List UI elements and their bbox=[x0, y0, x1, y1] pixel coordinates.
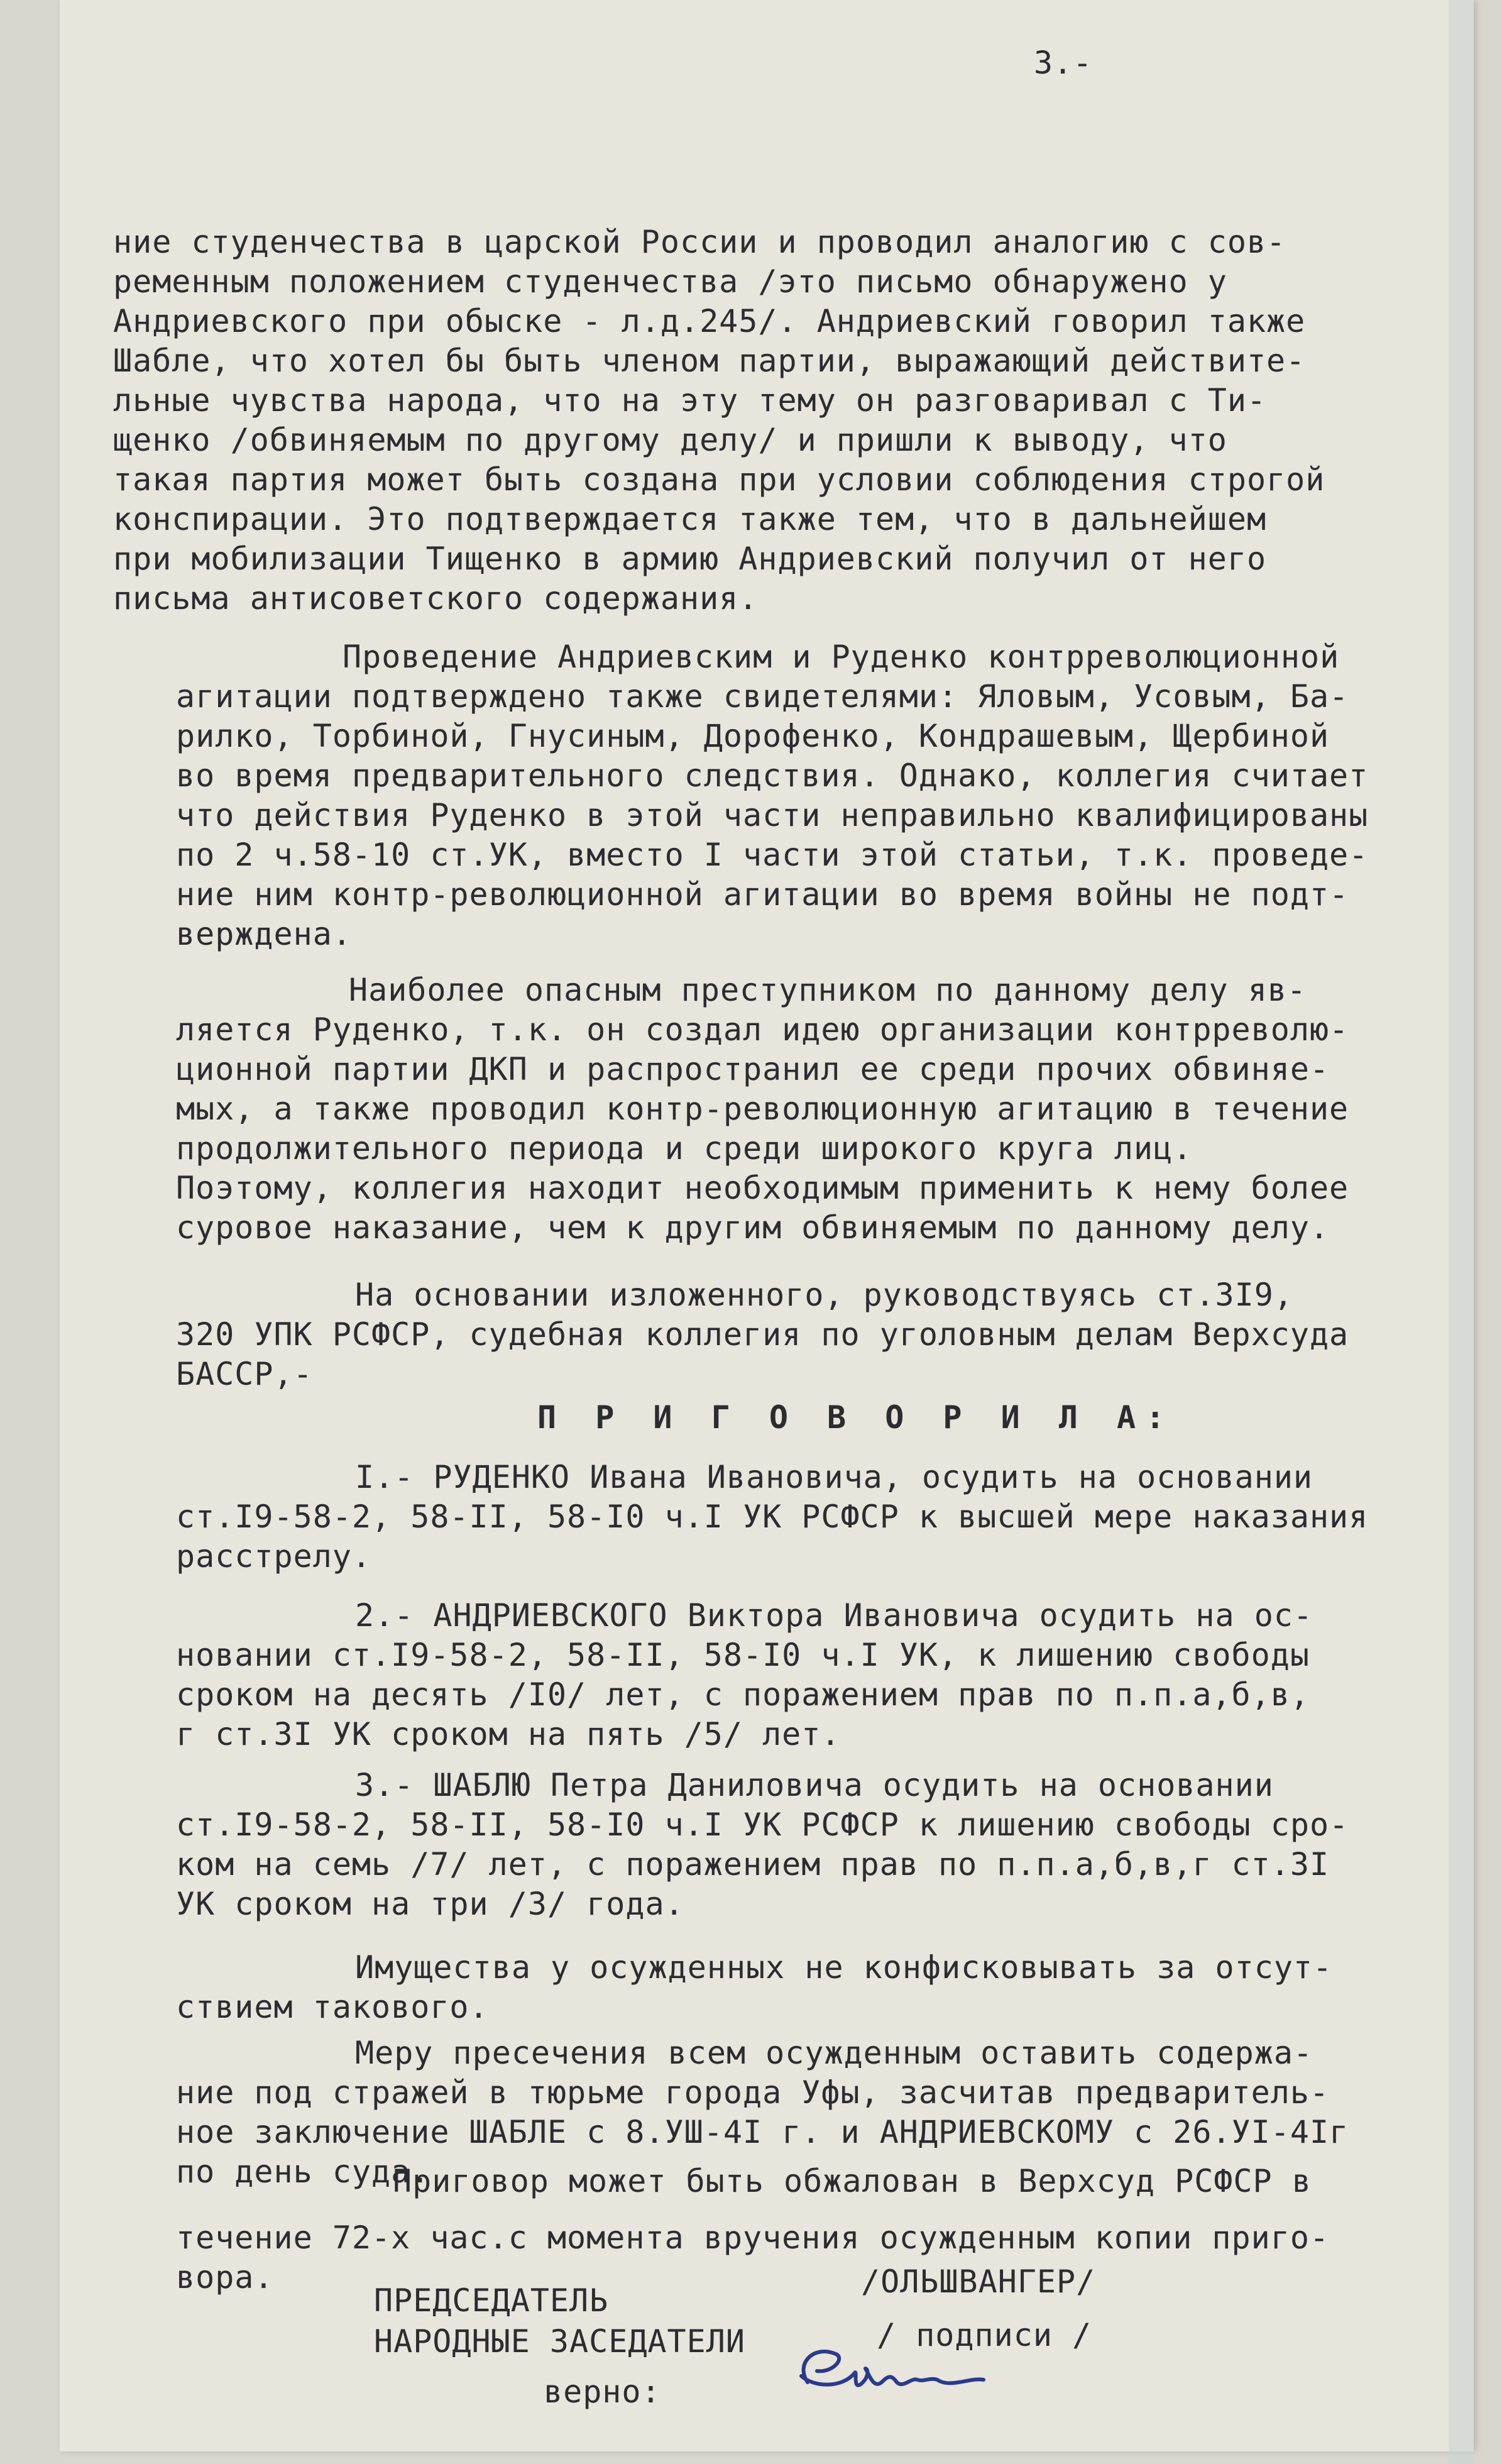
text-line: Имущества у осужденных не конфисковывать за отсут- bbox=[355, 1949, 1333, 1986]
text-line: ционной партии ДКП и распространил ее среди прочих обвиняе- bbox=[176, 1051, 1330, 1087]
text-line: вора. bbox=[176, 2259, 274, 2296]
text-line: 2.- АНДРИЕВСКОГО Виктора Ивановича осудить на ос- bbox=[355, 1597, 1313, 1634]
text-line: 320 УПК РСФСР, судебная коллегия по уголовным делам Верхсуда bbox=[176, 1316, 1349, 1353]
text-line: ствием такового. bbox=[176, 1989, 489, 2025]
text-line: Андриевского при обыске - л.д.245/. Андриевский говорил также bbox=[113, 303, 1306, 339]
verdict-heading: П Р И Г О В О Р И Л А: bbox=[537, 1399, 1175, 1436]
text-line: конспирации. Это подтверждается также тем, что в дальнейшем bbox=[113, 501, 1267, 537]
text-line: ляется Руденко, т.к. он создал идею организации контрреволю- bbox=[176, 1011, 1349, 1048]
text-line: расстрелу. bbox=[176, 1538, 372, 1575]
text-line: льные чувства народа, что на эту тему он разговаривал с Ти- bbox=[113, 382, 1267, 419]
page-number: 3.- bbox=[1034, 45, 1093, 81]
text-line: ст.I9-58-2, 58-II, 58-I0 ч.I УК РСФСР к лишению свободы сро- bbox=[176, 1807, 1349, 1843]
text-line: I.- РУДЕНКО Ивана Ивановича, осудить на основании bbox=[355, 1459, 1313, 1495]
chairman-name: /ОЛЬШВАНГЕР/ bbox=[861, 2263, 1096, 2300]
text-line: продолжительного периода и среди широкого круга лиц. bbox=[176, 1130, 1193, 1167]
text-line: течение 72-х час.с момента вручения осужденным копии приго- bbox=[176, 2219, 1330, 2256]
text-line: такая партия может быть создана при условии соблюдения строгой bbox=[113, 461, 1325, 498]
text-line: верждена. bbox=[176, 916, 352, 952]
text-line: по день суда. bbox=[176, 2153, 430, 2190]
text-line: 3.- ШАБЛЮ Петра Даниловича осудить на основании bbox=[355, 1767, 1274, 1803]
text-line: агитации подтверждено также свидетелями: Яловым, Усовым, Ба- bbox=[176, 678, 1349, 715]
text-line: Поэтому, коллегия находит необходимым применить к нему более bbox=[176, 1170, 1349, 1206]
text-line: ком на семь /7/ лет, с поражением прав по п.п.а,б,в,г ст.3I bbox=[176, 1846, 1330, 1883]
handwritten-signature bbox=[789, 2338, 996, 2407]
text-line: ние студенчества в царской России и проводил аналогию с сов- bbox=[113, 224, 1286, 260]
text-line: сроком на десять /I0/ лет, с поражением прав по п.п.а,б,в, bbox=[176, 1676, 1310, 1713]
text-line: На основании изложенного, руководствуясь ст.3I9, bbox=[355, 1277, 1293, 1313]
text-line: Приговор может быть обжалован в Верхсуд РСФСР в bbox=[393, 2163, 1312, 2199]
document-page bbox=[60, 0, 1474, 2451]
text-line: новании ст.I9-58-2, 58-II, 58-I0 ч.I УК, к лишению свободы bbox=[176, 1637, 1310, 1673]
text-line: при мобилизации Тищенко в армию Андриевский получил от него bbox=[113, 541, 1267, 577]
text-line: ние под стражей в тюрьме города Уфы, засчитав предваритель- bbox=[176, 2074, 1330, 2111]
assessors-note: / подписи / bbox=[877, 2317, 1092, 2353]
text-line: ное заключение ШАБЛЕ с 8.УШ-4I г. и АНДРИЕВСКОМУ с 26.УI-4Iг bbox=[176, 2114, 1349, 2150]
text-line: ние ним контр-революционной агитации во время войны не подт- bbox=[176, 876, 1349, 913]
text-line: УК сроком на три /3/ года. bbox=[176, 1886, 684, 1922]
text-line: г ст.3I УК сроком на пять /5/ лет. bbox=[176, 1716, 841, 1752]
text-line: Наиболее опасным преступником по данному делу яв- bbox=[349, 972, 1307, 1008]
text-line: ст.I9-58-2, 58-II, 58-I0 ч.I УК РСФСР к высшей мере наказания bbox=[176, 1499, 1369, 1535]
text-line: ременным положением студенчества /это письмо обнаружено у bbox=[113, 263, 1227, 300]
text-line: по 2 ч.58-10 ст.УК, вместо I части этой статьи, т.к. проведе- bbox=[176, 837, 1369, 873]
assessors-label: НАРОДНЫЕ ЗАСЕДАТЕЛИ bbox=[374, 2323, 745, 2360]
edge-stripe bbox=[1449, 0, 1474, 2464]
text-line: что действия Руденко в этой части неправильно квалифицированы bbox=[176, 797, 1369, 833]
text-line: Меру пресечения всем осужденным оставить содержа- bbox=[355, 2035, 1313, 2071]
text-line: Проведение Андриевским и Руденко контрреволюционной bbox=[343, 639, 1340, 675]
text-line: БАССР,- bbox=[176, 1356, 313, 1392]
text-line: рилко, Торбиной, Гнусиным, Дорофенко, Кондрашевым, Щербиной bbox=[176, 718, 1330, 754]
text-line: во время предварительного следствия. Однако, коллегия считает bbox=[176, 757, 1369, 794]
text-line: письма антисоветского содержания. bbox=[113, 580, 759, 617]
text-line: мых, а также проводил контр-революционную агитацию в течение bbox=[176, 1091, 1349, 1127]
chairman-label: ПРЕДСЕДАТЕЛЬ bbox=[374, 2282, 609, 2319]
text-line: суровое наказание, чем к другим обвиняемым по данному делу. bbox=[176, 1209, 1330, 1246]
certified-label: верно: bbox=[544, 2373, 661, 2410]
text-line: Шабле, что хотел бы быть членом партии, выражающий действите- bbox=[113, 343, 1306, 379]
text-line: щенко /обвиняемым по другому делу/ и пришли к выводу, что bbox=[113, 422, 1227, 458]
